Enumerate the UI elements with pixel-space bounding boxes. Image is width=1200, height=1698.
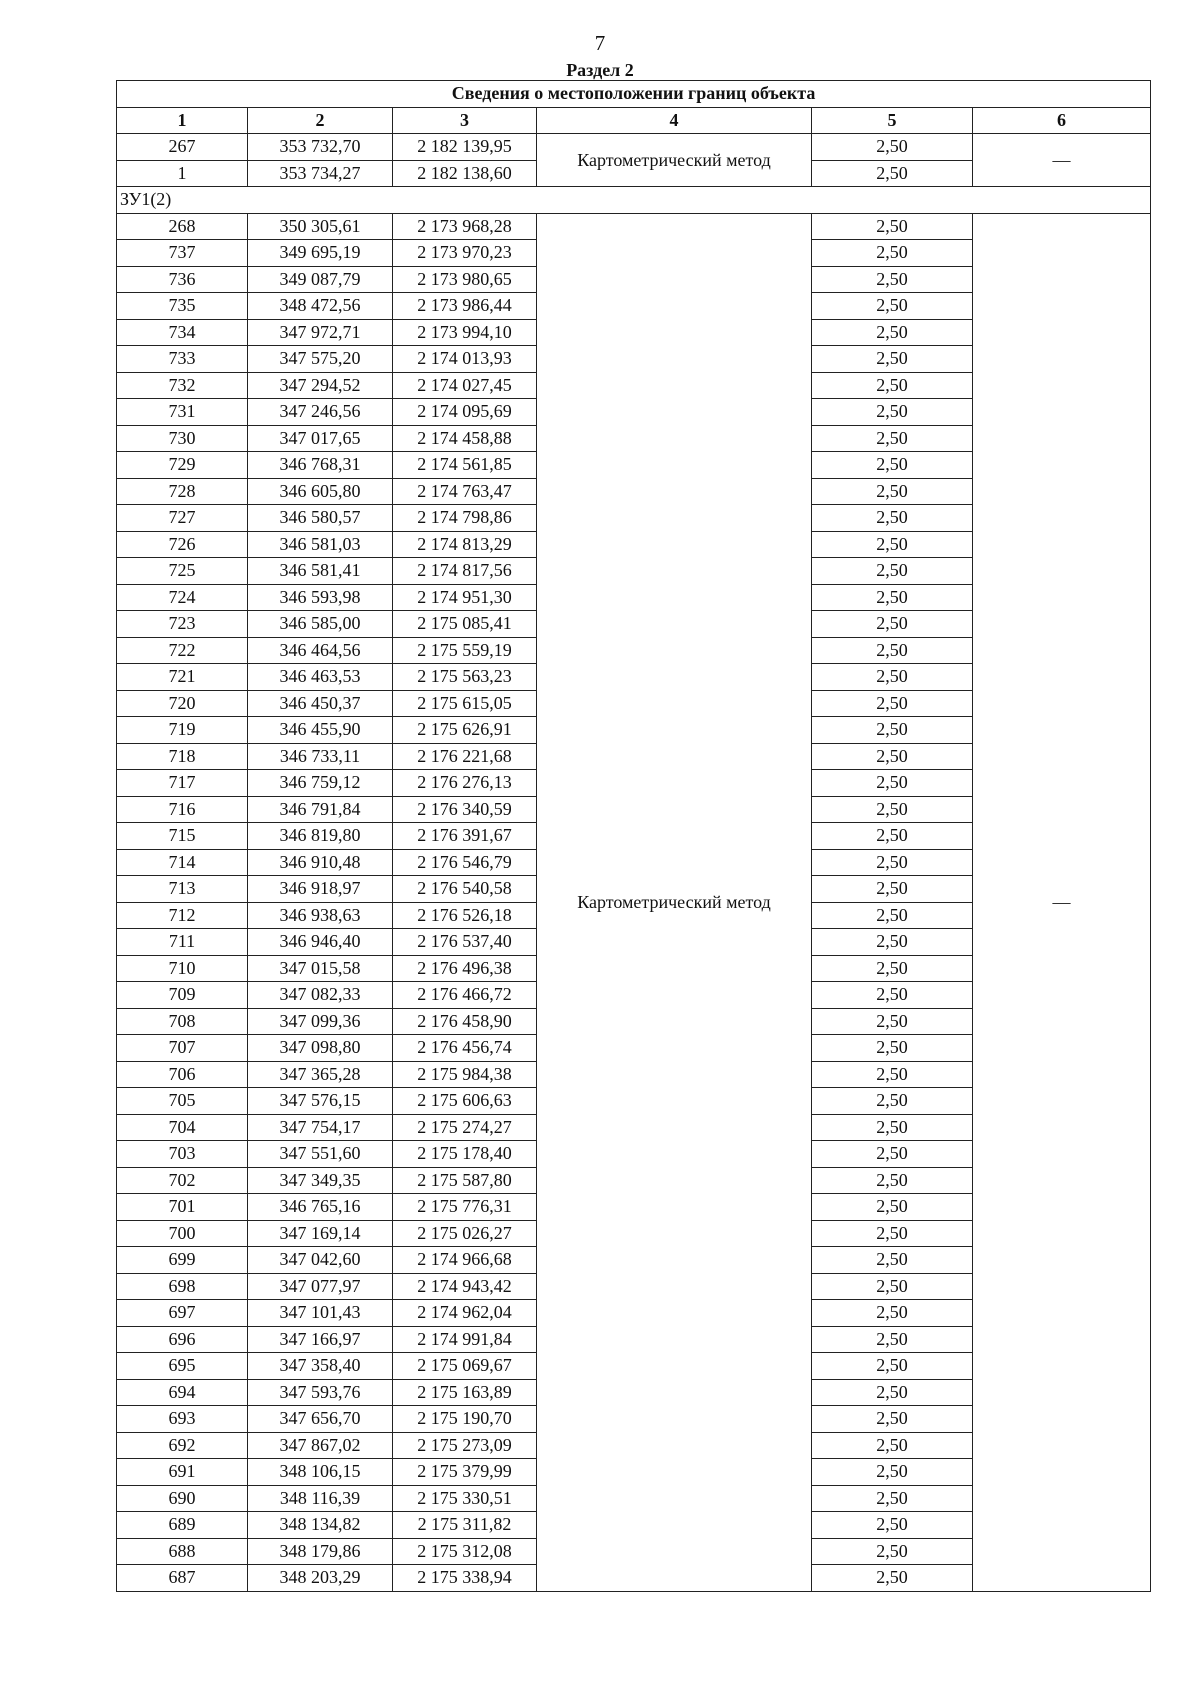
accuracy-cell: 2,50: [812, 1379, 973, 1406]
x-coordinate-cell: 348 134,82: [248, 1512, 393, 1539]
point-number-cell: 728: [117, 478, 248, 505]
x-coordinate-cell: 347 099,36: [248, 1008, 393, 1035]
x-coordinate-cell: 347 098,80: [248, 1035, 393, 1062]
accuracy-cell: 2,50: [812, 1035, 973, 1062]
x-coordinate-cell: 347 575,20: [248, 346, 393, 373]
column-number: 5: [812, 107, 973, 134]
table-row: [117, 213, 1151, 240]
accuracy-cell: 2,50: [812, 478, 973, 505]
accuracy-cell: 2,50: [812, 531, 973, 558]
table-row: [117, 134, 1151, 161]
point-number-cell: 687: [117, 1565, 248, 1592]
point-number-cell: 696: [117, 1326, 248, 1353]
column-6-dash-cell: —: [973, 134, 1151, 187]
y-coordinate-cell: 2 174 991,84: [393, 1326, 537, 1353]
accuracy-cell: 2,50: [812, 266, 973, 293]
x-coordinate-cell: 347 246,56: [248, 399, 393, 426]
point-number-cell: 688: [117, 1538, 248, 1565]
point-number-cell: 690: [117, 1485, 248, 1512]
accuracy-cell: 2,50: [812, 1273, 973, 1300]
x-coordinate-cell: 346 585,00: [248, 611, 393, 638]
group-label: ЗУ1(2): [117, 187, 1151, 214]
accuracy-cell: 2,50: [812, 690, 973, 717]
y-coordinate-cell: 2 176 340,59: [393, 796, 537, 823]
y-coordinate-cell: 2 175 312,08: [393, 1538, 537, 1565]
accuracy-cell: 2,50: [812, 796, 973, 823]
point-number-cell: 731: [117, 399, 248, 426]
point-number-cell: 735: [117, 293, 248, 320]
column-number-row: [117, 107, 1151, 134]
accuracy-cell: 2,50: [812, 637, 973, 664]
y-coordinate-cell: 2 175 085,41: [393, 611, 537, 638]
accuracy-cell: 2,50: [812, 1088, 973, 1115]
point-number-cell: 736: [117, 266, 248, 293]
method-cell: Картометрический метод: [537, 134, 812, 187]
y-coordinate-cell: 2 173 994,10: [393, 319, 537, 346]
x-coordinate-cell: 346 455,90: [248, 717, 393, 744]
point-number-cell: 726: [117, 531, 248, 558]
x-coordinate-cell: 347 365,28: [248, 1061, 393, 1088]
point-number-cell: 700: [117, 1220, 248, 1247]
accuracy-cell: 2,50: [812, 929, 973, 956]
y-coordinate-cell: 2 174 951,30: [393, 584, 537, 611]
point-number-cell: 707: [117, 1035, 248, 1062]
x-coordinate-cell: 346 581,41: [248, 558, 393, 585]
x-coordinate-cell: 346 791,84: [248, 796, 393, 823]
x-coordinate-cell: 348 179,86: [248, 1538, 393, 1565]
x-coordinate-cell: 346 819,80: [248, 823, 393, 850]
x-coordinate-cell: 347 972,71: [248, 319, 393, 346]
point-number-cell: 732: [117, 372, 248, 399]
y-coordinate-cell: 2 176 526,18: [393, 902, 537, 929]
x-coordinate-cell: 353 734,27: [248, 160, 393, 187]
point-number-cell: 698: [117, 1273, 248, 1300]
accuracy-cell: 2,50: [812, 876, 973, 903]
point-number-cell: 716: [117, 796, 248, 823]
accuracy-cell: 2,50: [812, 293, 973, 320]
x-coordinate-cell: 347 017,65: [248, 425, 393, 452]
y-coordinate-cell: 2 174 027,45: [393, 372, 537, 399]
accuracy-cell: 2,50: [812, 1512, 973, 1539]
x-coordinate-cell: 346 463,53: [248, 664, 393, 691]
x-coordinate-cell: 347 593,76: [248, 1379, 393, 1406]
point-number-cell: 737: [117, 240, 248, 267]
y-coordinate-cell: 2 175 606,63: [393, 1088, 537, 1115]
accuracy-cell: 2,50: [812, 1061, 973, 1088]
point-number-cell: 733: [117, 346, 248, 373]
point-number-cell: 694: [117, 1379, 248, 1406]
x-coordinate-cell: 347 656,70: [248, 1406, 393, 1433]
accuracy-cell: 2,50: [812, 372, 973, 399]
table-body: [117, 81, 1151, 1592]
y-coordinate-cell: 2 175 563,23: [393, 664, 537, 691]
point-number-cell: 705: [117, 1088, 248, 1115]
y-coordinate-cell: 2 173 986,44: [393, 293, 537, 320]
x-coordinate-cell: 347 042,60: [248, 1247, 393, 1274]
point-number-cell: 717: [117, 770, 248, 797]
column-number: 6: [973, 107, 1151, 134]
y-coordinate-cell: 2 174 962,04: [393, 1300, 537, 1327]
x-coordinate-cell: 347 015,58: [248, 955, 393, 982]
y-coordinate-cell: 2 175 626,91: [393, 717, 537, 744]
accuracy-cell: 2,50: [812, 849, 973, 876]
y-coordinate-cell: 2 175 338,94: [393, 1565, 537, 1592]
accuracy-cell: 2,50: [812, 1565, 973, 1592]
accuracy-cell: 2,50: [812, 743, 973, 770]
point-number-cell: 718: [117, 743, 248, 770]
point-number-cell: 695: [117, 1353, 248, 1380]
column-number: 4: [537, 107, 812, 134]
accuracy-cell: 2,50: [812, 1220, 973, 1247]
y-coordinate-cell: 2 175 379,99: [393, 1459, 537, 1486]
x-coordinate-cell: 347 101,43: [248, 1300, 393, 1327]
y-coordinate-cell: 2 176 276,13: [393, 770, 537, 797]
accuracy-cell: 2,50: [812, 346, 973, 373]
point-number-cell: 701: [117, 1194, 248, 1221]
point-number-cell: 730: [117, 425, 248, 452]
y-coordinate-cell: 2 175 615,05: [393, 690, 537, 717]
x-coordinate-cell: 347 077,97: [248, 1273, 393, 1300]
column-number: 3: [393, 107, 537, 134]
y-coordinate-cell: 2 175 330,51: [393, 1485, 537, 1512]
accuracy-cell: 2,50: [812, 717, 973, 744]
x-coordinate-cell: 348 472,56: [248, 293, 393, 320]
x-coordinate-cell: 350 305,61: [248, 213, 393, 240]
accuracy-cell: 2,50: [812, 1300, 973, 1327]
accuracy-cell: 2,50: [812, 1008, 973, 1035]
y-coordinate-cell: 2 174 943,42: [393, 1273, 537, 1300]
column-number: 1: [117, 107, 248, 134]
y-coordinate-cell: 2 175 776,31: [393, 1194, 537, 1221]
point-number-cell: 721: [117, 664, 248, 691]
y-coordinate-cell: 2 175 274,27: [393, 1114, 537, 1141]
accuracy-cell: 2,50: [812, 452, 973, 479]
x-coordinate-cell: 347 754,17: [248, 1114, 393, 1141]
y-coordinate-cell: 2 176 546,79: [393, 849, 537, 876]
y-coordinate-cell: 2 174 013,93: [393, 346, 537, 373]
group-label-row: [117, 187, 1151, 214]
y-coordinate-cell: 2 176 496,38: [393, 955, 537, 982]
y-coordinate-cell: 2 174 813,29: [393, 531, 537, 558]
accuracy-cell: 2,50: [812, 134, 973, 161]
y-coordinate-cell: 2 173 968,28: [393, 213, 537, 240]
x-coordinate-cell: 346 765,16: [248, 1194, 393, 1221]
accuracy-cell: 2,50: [812, 611, 973, 638]
x-coordinate-cell: 347 166,97: [248, 1326, 393, 1353]
point-number-cell: 719: [117, 717, 248, 744]
x-coordinate-cell: 348 116,39: [248, 1485, 393, 1512]
point-number-cell: 706: [117, 1061, 248, 1088]
y-coordinate-cell: 2 176 391,67: [393, 823, 537, 850]
accuracy-cell: 2,50: [812, 1353, 973, 1380]
y-coordinate-cell: 2 173 980,65: [393, 266, 537, 293]
x-coordinate-cell: 346 910,48: [248, 849, 393, 876]
accuracy-cell: 2,50: [812, 955, 973, 982]
point-number-cell: 712: [117, 902, 248, 929]
accuracy-cell: 2,50: [812, 823, 973, 850]
x-coordinate-cell: 346 938,63: [248, 902, 393, 929]
accuracy-cell: 2,50: [812, 1459, 973, 1486]
accuracy-cell: 2,50: [812, 584, 973, 611]
accuracy-cell: 2,50: [812, 1538, 973, 1565]
y-coordinate-cell: 2 175 984,38: [393, 1061, 537, 1088]
point-number-cell: 725: [117, 558, 248, 585]
column-6-dash-cell: —: [973, 213, 1151, 1591]
x-coordinate-cell: 347 169,14: [248, 1220, 393, 1247]
accuracy-cell: 2,50: [812, 1485, 973, 1512]
point-number-cell: 720: [117, 690, 248, 717]
y-coordinate-cell: 2 176 221,68: [393, 743, 537, 770]
accuracy-cell: 2,50: [812, 558, 973, 585]
point-number-cell: 734: [117, 319, 248, 346]
column-number: 2: [248, 107, 393, 134]
accuracy-cell: 2,50: [812, 1167, 973, 1194]
accuracy-cell: 2,50: [812, 319, 973, 346]
table-title-row: [117, 81, 1151, 108]
accuracy-cell: 2,50: [812, 213, 973, 240]
point-number-cell: 689: [117, 1512, 248, 1539]
x-coordinate-cell: 346 580,57: [248, 505, 393, 532]
point-number-cell: 703: [117, 1141, 248, 1168]
x-coordinate-cell: 346 464,56: [248, 637, 393, 664]
section-title: Раздел 2: [566, 60, 634, 80]
page-number: 7: [594, 31, 606, 55]
y-coordinate-cell: 2 174 798,86: [393, 505, 537, 532]
point-number-cell: 267: [117, 134, 248, 161]
x-coordinate-cell: 346 768,31: [248, 452, 393, 479]
point-number-cell: 699: [117, 1247, 248, 1274]
y-coordinate-cell: 2 175 273,09: [393, 1432, 537, 1459]
x-coordinate-cell: 347 294,52: [248, 372, 393, 399]
x-coordinate-cell: 346 450,37: [248, 690, 393, 717]
x-coordinate-cell: 349 087,79: [248, 266, 393, 293]
table-title: Сведения о местоположении границ объекта: [117, 81, 1151, 108]
y-coordinate-cell: 2 175 069,67: [393, 1353, 537, 1380]
point-number-cell: 710: [117, 955, 248, 982]
y-coordinate-cell: 2 175 190,70: [393, 1406, 537, 1433]
accuracy-cell: 2,50: [812, 240, 973, 267]
point-number-cell: 692: [117, 1432, 248, 1459]
y-coordinate-cell: 2 182 138,60: [393, 160, 537, 187]
x-coordinate-cell: 347 576,15: [248, 1088, 393, 1115]
y-coordinate-cell: 2 174 561,85: [393, 452, 537, 479]
point-number-cell: 708: [117, 1008, 248, 1035]
accuracy-cell: 2,50: [812, 1432, 973, 1459]
accuracy-cell: 2,50: [812, 770, 973, 797]
point-number-cell: 704: [117, 1114, 248, 1141]
accuracy-cell: 2,50: [812, 1247, 973, 1274]
point-number-cell: 702: [117, 1167, 248, 1194]
point-number-cell: 723: [117, 611, 248, 638]
x-coordinate-cell: 347 551,60: [248, 1141, 393, 1168]
point-number-cell: 709: [117, 982, 248, 1009]
accuracy-cell: 2,50: [812, 1141, 973, 1168]
y-coordinate-cell: 2 175 587,80: [393, 1167, 537, 1194]
point-number-cell: 729: [117, 452, 248, 479]
accuracy-cell: 2,50: [812, 982, 973, 1009]
x-coordinate-cell: 347 358,40: [248, 1353, 393, 1380]
x-coordinate-cell: 346 605,80: [248, 478, 393, 505]
point-number-cell: 715: [117, 823, 248, 850]
y-coordinate-cell: 2 174 763,47: [393, 478, 537, 505]
accuracy-cell: 2,50: [812, 505, 973, 532]
x-coordinate-cell: 346 581,03: [248, 531, 393, 558]
y-coordinate-cell: 2 175 163,89: [393, 1379, 537, 1406]
y-coordinate-cell: 2 174 966,68: [393, 1247, 537, 1274]
point-number-cell: 1: [117, 160, 248, 187]
point-number-cell: 722: [117, 637, 248, 664]
y-coordinate-cell: 2 182 139,95: [393, 134, 537, 161]
y-coordinate-cell: 2 175 559,19: [393, 637, 537, 664]
y-coordinate-cell: 2 174 095,69: [393, 399, 537, 426]
y-coordinate-cell: 2 175 178,40: [393, 1141, 537, 1168]
x-coordinate-cell: 346 593,98: [248, 584, 393, 611]
point-number-cell: 268: [117, 213, 248, 240]
accuracy-cell: 2,50: [812, 1194, 973, 1221]
accuracy-cell: 2,50: [812, 425, 973, 452]
point-number-cell: 714: [117, 849, 248, 876]
x-coordinate-cell: 348 203,29: [248, 1565, 393, 1592]
accuracy-cell: 2,50: [812, 902, 973, 929]
point-number-cell: 693: [117, 1406, 248, 1433]
y-coordinate-cell: 2 174 458,88: [393, 425, 537, 452]
x-coordinate-cell: 349 695,19: [248, 240, 393, 267]
y-coordinate-cell: 2 176 466,72: [393, 982, 537, 1009]
x-coordinate-cell: 347 349,35: [248, 1167, 393, 1194]
x-coordinate-cell: 347 867,02: [248, 1432, 393, 1459]
y-coordinate-cell: 2 176 458,90: [393, 1008, 537, 1035]
accuracy-cell: 2,50: [812, 1326, 973, 1353]
accuracy-cell: 2,50: [812, 399, 973, 426]
accuracy-cell: 2,50: [812, 1406, 973, 1433]
method-cell: Картометрический метод: [537, 213, 812, 1591]
point-number-cell: 697: [117, 1300, 248, 1327]
x-coordinate-cell: 346 918,97: [248, 876, 393, 903]
accuracy-cell: 2,50: [812, 160, 973, 187]
x-coordinate-cell: 346 759,12: [248, 770, 393, 797]
y-coordinate-cell: 2 175 026,27: [393, 1220, 537, 1247]
y-coordinate-cell: 2 176 540,58: [393, 876, 537, 903]
point-number-cell: 691: [117, 1459, 248, 1486]
point-number-cell: 727: [117, 505, 248, 532]
y-coordinate-cell: 2 174 817,56: [393, 558, 537, 585]
accuracy-cell: 2,50: [812, 1114, 973, 1141]
x-coordinate-cell: 346 733,11: [248, 743, 393, 770]
y-coordinate-cell: 2 175 311,82: [393, 1512, 537, 1539]
y-coordinate-cell: 2 176 537,40: [393, 929, 537, 956]
x-coordinate-cell: 353 732,70: [248, 134, 393, 161]
point-number-cell: 724: [117, 584, 248, 611]
accuracy-cell: 2,50: [812, 664, 973, 691]
x-coordinate-cell: 348 106,15: [248, 1459, 393, 1486]
point-number-cell: 711: [117, 929, 248, 956]
point-number-cell: 713: [117, 876, 248, 903]
x-coordinate-cell: 347 082,33: [248, 982, 393, 1009]
boundary-coordinates-table: [116, 80, 1151, 1592]
y-coordinate-cell: 2 176 456,74: [393, 1035, 537, 1062]
x-coordinate-cell: 346 946,40: [248, 929, 393, 956]
y-coordinate-cell: 2 173 970,23: [393, 240, 537, 267]
